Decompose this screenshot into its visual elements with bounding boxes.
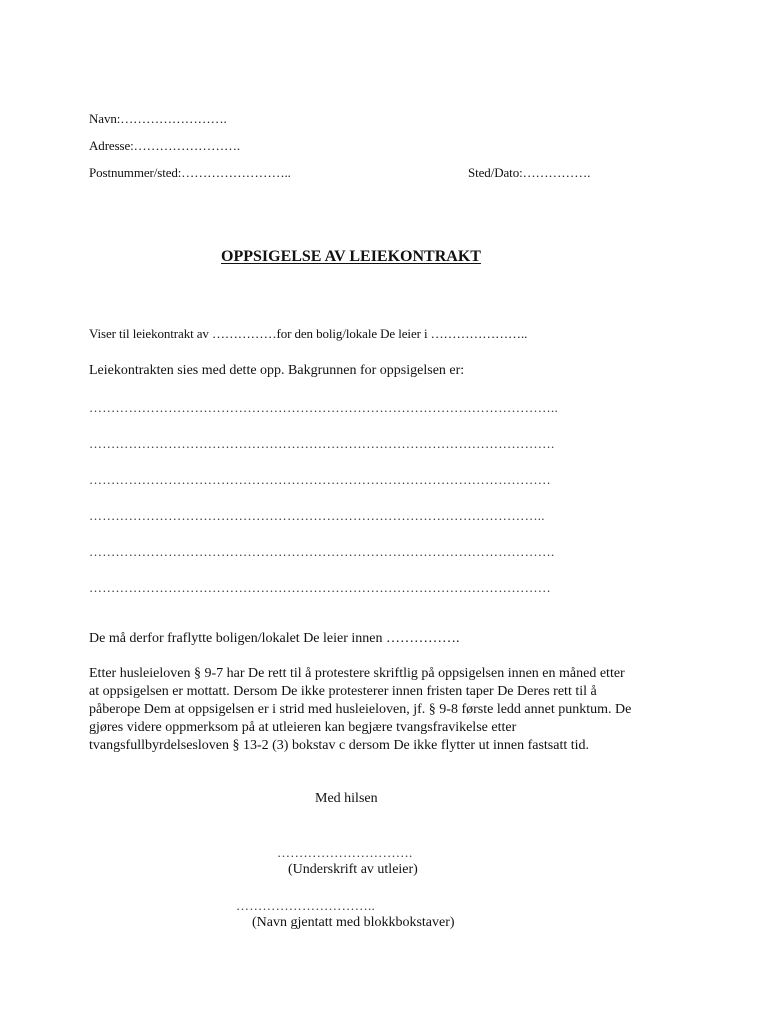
- legal-paragraph-line: gjøres videre oppmerksom på at utleieren kan begjære tvangsfravikelse etter: [89, 720, 517, 735]
- termination-statement: Leiekontrakten sies med dette opp. Bakgrunnen for oppsigelsen er:: [89, 363, 465, 378]
- lease-reference-line: Viser til leiekontrakt av ……………for den bolig/lokale De leier i …………………..: [89, 326, 528, 341]
- legal-paragraph-line: tvangsfullbyrdelsesloven § 13-2 (3) bokstav c dersom De ikke flytter ut innen fastsatt tid.: [89, 738, 590, 753]
- sender-address-line: Adresse:…………………….: [89, 138, 241, 153]
- reason-line: ……………………………………………………………………………………………: [89, 472, 551, 487]
- printed-name-line: …………………………..: [236, 898, 375, 913]
- place-date-line: Sted/Dato:…………….: [468, 165, 591, 180]
- document-title: OPPSIGELSE AV LEIEKONTRAKT: [221, 248, 481, 265]
- closing-greeting: Med hilsen: [315, 791, 378, 806]
- reason-line: …………………………………………………………………………………………..: [89, 508, 545, 523]
- reason-line: ……………………………………………………………………………………………..: [89, 400, 558, 415]
- vacate-deadline-line: De må derfor fraflytte boligen/lokalet De leier innen …………….: [89, 631, 460, 646]
- legal-paragraph-line: Etter husleieloven § 9-7 har De rett til å protestere skriftlig på oppsigelsen innen en måned etter: [89, 666, 625, 681]
- legal-paragraph-line: at oppsigelsen er mottatt. Dersom De ikke protesterer innen fristen taper De Deres rett til å: [89, 684, 597, 699]
- printed-name-caption: (Navn gjentatt med blokkbokstaver): [252, 915, 455, 930]
- reason-line: …………………………………………………………………………………………….: [89, 544, 555, 559]
- sender-postal-line: Postnummer/sted:……………………..: [89, 165, 291, 180]
- reason-line: ……………………………………………………………………………………………: [89, 580, 551, 595]
- reason-line: …………………………………………………………………………………………….: [89, 436, 555, 451]
- sender-name-line: Navn:…………………….: [89, 111, 227, 126]
- signature-caption: (Underskrift av utleier): [288, 862, 418, 877]
- legal-paragraph-line: påberope Dem at oppsigelsen er i strid med husleieloven, jf. § 9-8 første ledd annet punktum. De: [89, 702, 632, 717]
- signature-line: ………………………….: [277, 845, 413, 860]
